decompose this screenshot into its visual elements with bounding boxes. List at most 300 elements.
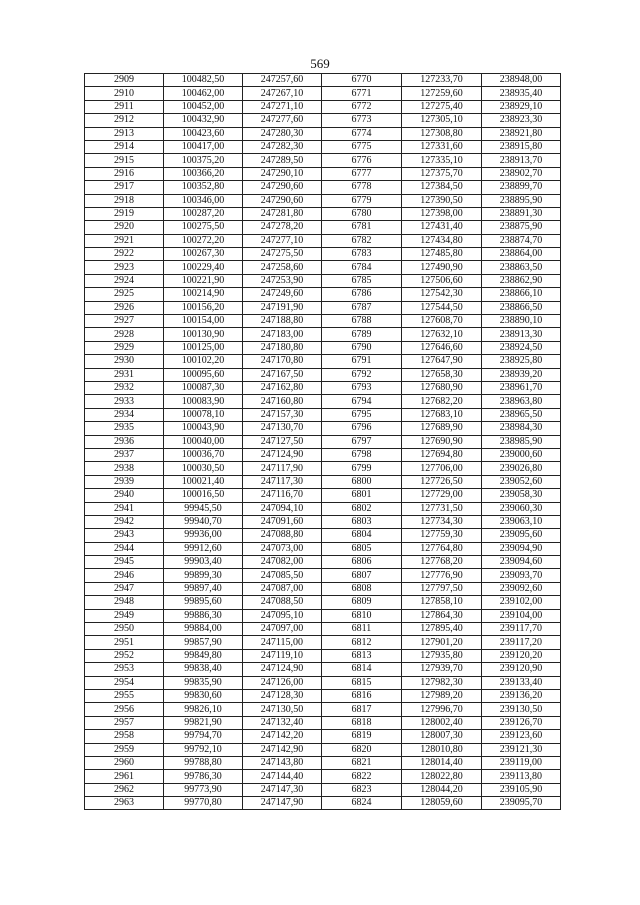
point-number-left: 2947 bbox=[85, 582, 164, 595]
x-coordinate-left: 100102,20 bbox=[164, 355, 243, 368]
point-number-right: 6792 bbox=[322, 368, 402, 381]
table-row bbox=[85, 100, 561, 113]
table-row bbox=[85, 194, 561, 207]
table-row bbox=[85, 770, 561, 783]
point-number-right: 6800 bbox=[322, 475, 402, 488]
y-coordinate-right: 238913,70 bbox=[482, 154, 561, 167]
point-number-left: 2953 bbox=[85, 663, 164, 676]
page-number: 569 bbox=[310, 56, 330, 71]
y-coordinate-left: 247119,10 bbox=[243, 649, 322, 662]
x-coordinate-left: 99773,90 bbox=[164, 783, 243, 796]
table-row bbox=[85, 234, 561, 247]
x-coordinate-right: 127331,60 bbox=[402, 140, 482, 153]
table-row bbox=[85, 609, 561, 622]
point-number-right: 6778 bbox=[322, 181, 402, 194]
table-row bbox=[85, 114, 561, 127]
y-coordinate-left: 247115,00 bbox=[243, 636, 322, 649]
x-coordinate-left: 100214,90 bbox=[164, 288, 243, 301]
x-coordinate-right: 128059,60 bbox=[402, 797, 482, 810]
y-coordinate-left: 247267,10 bbox=[243, 87, 322, 100]
table-row bbox=[85, 716, 561, 729]
table-row bbox=[85, 529, 561, 542]
point-number-left: 2916 bbox=[85, 167, 164, 180]
x-coordinate-left: 100229,40 bbox=[164, 261, 243, 274]
y-coordinate-right: 239102,00 bbox=[482, 596, 561, 609]
point-number-right: 6817 bbox=[322, 703, 402, 716]
table-row bbox=[85, 582, 561, 595]
point-number-right: 6795 bbox=[322, 408, 402, 421]
point-number-left: 2919 bbox=[85, 207, 164, 220]
point-number-left: 2940 bbox=[85, 489, 164, 502]
point-number-left: 2920 bbox=[85, 221, 164, 234]
x-coordinate-left: 100272,20 bbox=[164, 234, 243, 247]
point-number-left: 2942 bbox=[85, 515, 164, 528]
table-row bbox=[85, 341, 561, 354]
point-number-left: 2958 bbox=[85, 730, 164, 743]
point-number-right: 6806 bbox=[322, 556, 402, 569]
point-number-left: 2934 bbox=[85, 408, 164, 421]
table-row bbox=[85, 154, 561, 167]
x-coordinate-left: 100432,90 bbox=[164, 114, 243, 127]
point-number-right: 6775 bbox=[322, 140, 402, 153]
y-coordinate-right: 239060,30 bbox=[482, 502, 561, 515]
x-coordinate-right: 127608,70 bbox=[402, 315, 482, 328]
x-coordinate-right: 127233,70 bbox=[402, 74, 482, 87]
y-coordinate-right: 238965,50 bbox=[482, 408, 561, 421]
y-coordinate-left: 247282,30 bbox=[243, 140, 322, 153]
table-row bbox=[85, 127, 561, 140]
point-number-right: 6789 bbox=[322, 328, 402, 341]
y-coordinate-right: 239123,60 bbox=[482, 730, 561, 743]
y-coordinate-left: 247143,80 bbox=[243, 756, 322, 769]
x-coordinate-left: 100154,00 bbox=[164, 315, 243, 328]
x-coordinate-left: 100462,00 bbox=[164, 87, 243, 100]
table-row bbox=[85, 221, 561, 234]
y-coordinate-left: 247117,90 bbox=[243, 462, 322, 475]
y-coordinate-right: 238929,10 bbox=[482, 100, 561, 113]
table-row bbox=[85, 395, 561, 408]
table-row bbox=[85, 408, 561, 421]
x-coordinate-left: 99897,40 bbox=[164, 582, 243, 595]
point-number-right: 6819 bbox=[322, 730, 402, 743]
point-number-right: 6811 bbox=[322, 623, 402, 636]
table-row bbox=[85, 663, 561, 676]
table-row bbox=[85, 328, 561, 341]
table-row bbox=[85, 368, 561, 381]
y-coordinate-left: 247271,10 bbox=[243, 100, 322, 113]
x-coordinate-right: 127706,00 bbox=[402, 462, 482, 475]
y-coordinate-left: 247132,40 bbox=[243, 716, 322, 729]
point-number-left: 2910 bbox=[85, 87, 164, 100]
point-number-right: 6820 bbox=[322, 743, 402, 756]
y-coordinate-left: 247162,80 bbox=[243, 381, 322, 394]
x-coordinate-left: 100366,20 bbox=[164, 167, 243, 180]
y-coordinate-right: 238890,10 bbox=[482, 315, 561, 328]
y-coordinate-right: 239094,60 bbox=[482, 556, 561, 569]
point-number-left: 2932 bbox=[85, 381, 164, 394]
x-coordinate-left: 100016,50 bbox=[164, 489, 243, 502]
point-number-left: 2955 bbox=[85, 689, 164, 702]
table-row bbox=[85, 315, 561, 328]
y-coordinate-right: 239063,10 bbox=[482, 515, 561, 528]
table-row bbox=[85, 556, 561, 569]
x-coordinate-left: 99786,30 bbox=[164, 770, 243, 783]
x-coordinate-right: 127694,80 bbox=[402, 448, 482, 461]
point-number-right: 6781 bbox=[322, 221, 402, 234]
y-coordinate-right: 239094,90 bbox=[482, 542, 561, 555]
x-coordinate-left: 99835,90 bbox=[164, 676, 243, 689]
x-coordinate-left: 99821,90 bbox=[164, 716, 243, 729]
table-row bbox=[85, 355, 561, 368]
x-coordinate-left: 99886,30 bbox=[164, 609, 243, 622]
point-number-left: 2922 bbox=[85, 248, 164, 261]
y-coordinate-left: 247289,50 bbox=[243, 154, 322, 167]
x-coordinate-left: 100130,90 bbox=[164, 328, 243, 341]
table-row bbox=[85, 542, 561, 555]
x-coordinate-right: 127542,30 bbox=[402, 288, 482, 301]
table-row bbox=[85, 489, 561, 502]
y-coordinate-right: 239119,00 bbox=[482, 756, 561, 769]
point-number-right: 6783 bbox=[322, 248, 402, 261]
x-coordinate-right: 127996,70 bbox=[402, 703, 482, 716]
x-coordinate-left: 99936,00 bbox=[164, 529, 243, 542]
point-number-left: 2951 bbox=[85, 636, 164, 649]
x-coordinate-right: 127305,10 bbox=[402, 114, 482, 127]
point-number-left: 2911 bbox=[85, 100, 164, 113]
point-number-left: 2936 bbox=[85, 435, 164, 448]
point-number-left: 2938 bbox=[85, 462, 164, 475]
y-coordinate-left: 247088,80 bbox=[243, 529, 322, 542]
y-coordinate-left: 247280,30 bbox=[243, 127, 322, 140]
x-coordinate-left: 100078,10 bbox=[164, 408, 243, 421]
y-coordinate-left: 247087,00 bbox=[243, 582, 322, 595]
table-row bbox=[85, 181, 561, 194]
y-coordinate-right: 239120,90 bbox=[482, 663, 561, 676]
x-coordinate-right: 127335,10 bbox=[402, 154, 482, 167]
y-coordinate-right: 238902,70 bbox=[482, 167, 561, 180]
x-coordinate-right: 127490,90 bbox=[402, 261, 482, 274]
point-number-left: 2912 bbox=[85, 114, 164, 127]
y-coordinate-right: 239095,70 bbox=[482, 797, 561, 810]
table-row bbox=[85, 462, 561, 475]
table-row bbox=[85, 140, 561, 153]
point-number-left: 2930 bbox=[85, 355, 164, 368]
x-coordinate-right: 127729,00 bbox=[402, 489, 482, 502]
point-number-left: 2946 bbox=[85, 569, 164, 582]
table-row bbox=[85, 689, 561, 702]
table-row bbox=[85, 274, 561, 287]
x-coordinate-right: 128010,80 bbox=[402, 743, 482, 756]
y-coordinate-right: 239136,20 bbox=[482, 689, 561, 702]
point-number-right: 6824 bbox=[322, 797, 402, 810]
table-row bbox=[85, 783, 561, 796]
point-number-right: 6815 bbox=[322, 676, 402, 689]
x-coordinate-left: 99849,80 bbox=[164, 649, 243, 662]
point-number-left: 2917 bbox=[85, 181, 164, 194]
point-number-right: 6803 bbox=[322, 515, 402, 528]
x-coordinate-right: 127375,70 bbox=[402, 167, 482, 180]
y-coordinate-right: 239121,30 bbox=[482, 743, 561, 756]
y-coordinate-right: 238891,30 bbox=[482, 207, 561, 220]
y-coordinate-left: 247124,90 bbox=[243, 448, 322, 461]
y-coordinate-left: 247147,30 bbox=[243, 783, 322, 796]
y-coordinate-left: 247091,60 bbox=[243, 515, 322, 528]
x-coordinate-right: 127731,50 bbox=[402, 502, 482, 515]
y-coordinate-right: 239104,00 bbox=[482, 609, 561, 622]
x-coordinate-left: 99899,30 bbox=[164, 569, 243, 582]
y-coordinate-right: 239130,50 bbox=[482, 703, 561, 716]
y-coordinate-left: 247257,60 bbox=[243, 74, 322, 87]
x-coordinate-left: 100125,00 bbox=[164, 341, 243, 354]
x-coordinate-left: 100482,50 bbox=[164, 74, 243, 87]
y-coordinate-right: 238924,50 bbox=[482, 341, 561, 354]
y-coordinate-right: 238864,00 bbox=[482, 248, 561, 261]
point-number-left: 2950 bbox=[85, 623, 164, 636]
point-number-left: 2956 bbox=[85, 703, 164, 716]
x-coordinate-right: 127647,90 bbox=[402, 355, 482, 368]
point-number-left: 2960 bbox=[85, 756, 164, 769]
point-number-left: 2948 bbox=[85, 596, 164, 609]
y-coordinate-right: 238963,80 bbox=[482, 395, 561, 408]
point-number-left: 2913 bbox=[85, 127, 164, 140]
table-row bbox=[85, 797, 561, 810]
x-coordinate-right: 127864,30 bbox=[402, 609, 482, 622]
x-coordinate-left: 100030,50 bbox=[164, 462, 243, 475]
y-coordinate-left: 247188,80 bbox=[243, 315, 322, 328]
point-number-right: 6786 bbox=[322, 288, 402, 301]
point-number-right: 6779 bbox=[322, 194, 402, 207]
table-row bbox=[85, 636, 561, 649]
y-coordinate-left: 247124,90 bbox=[243, 663, 322, 676]
x-coordinate-left: 100375,20 bbox=[164, 154, 243, 167]
y-coordinate-left: 247127,50 bbox=[243, 435, 322, 448]
y-coordinate-right: 239026,80 bbox=[482, 462, 561, 475]
x-coordinate-right: 127434,80 bbox=[402, 234, 482, 247]
x-coordinate-right: 127901,20 bbox=[402, 636, 482, 649]
y-coordinate-left: 247085,50 bbox=[243, 569, 322, 582]
x-coordinate-left: 100452,00 bbox=[164, 100, 243, 113]
coordinates-table bbox=[84, 73, 561, 810]
point-number-right: 6771 bbox=[322, 87, 402, 100]
x-coordinate-left: 100095,60 bbox=[164, 368, 243, 381]
point-number-right: 6780 bbox=[322, 207, 402, 220]
x-coordinate-left: 100087,30 bbox=[164, 381, 243, 394]
table-row bbox=[85, 569, 561, 582]
x-coordinate-left: 100043,90 bbox=[164, 422, 243, 435]
point-number-left: 2925 bbox=[85, 288, 164, 301]
y-coordinate-left: 247253,90 bbox=[243, 274, 322, 287]
x-coordinate-left: 99826,10 bbox=[164, 703, 243, 716]
y-coordinate-left: 247183,00 bbox=[243, 328, 322, 341]
y-coordinate-left: 247130,50 bbox=[243, 703, 322, 716]
y-coordinate-right: 238875,90 bbox=[482, 221, 561, 234]
point-number-right: 6802 bbox=[322, 502, 402, 515]
y-coordinate-right: 238863,50 bbox=[482, 261, 561, 274]
y-coordinate-left: 247191,90 bbox=[243, 301, 322, 314]
y-coordinate-right: 239133,40 bbox=[482, 676, 561, 689]
y-coordinate-left: 247097,00 bbox=[243, 623, 322, 636]
x-coordinate-right: 127939,70 bbox=[402, 663, 482, 676]
x-coordinate-left: 99912,60 bbox=[164, 542, 243, 555]
y-coordinate-left: 247290,10 bbox=[243, 167, 322, 180]
y-coordinate-left: 247258,60 bbox=[243, 261, 322, 274]
x-coordinate-right: 127982,30 bbox=[402, 676, 482, 689]
x-coordinate-right: 127384,50 bbox=[402, 181, 482, 194]
x-coordinate-left: 100267,30 bbox=[164, 248, 243, 261]
y-coordinate-right: 239058,30 bbox=[482, 489, 561, 502]
y-coordinate-right: 238862,90 bbox=[482, 274, 561, 287]
table-row bbox=[85, 515, 561, 528]
x-coordinate-left: 99830,60 bbox=[164, 689, 243, 702]
table-row bbox=[85, 435, 561, 448]
point-number-right: 6791 bbox=[322, 355, 402, 368]
x-coordinate-left: 100221,90 bbox=[164, 274, 243, 287]
y-coordinate-left: 247277,60 bbox=[243, 114, 322, 127]
point-number-left: 2963 bbox=[85, 797, 164, 810]
point-number-right: 6790 bbox=[322, 341, 402, 354]
point-number-right: 6774 bbox=[322, 127, 402, 140]
y-coordinate-right: 239120,20 bbox=[482, 649, 561, 662]
x-coordinate-right: 127734,30 bbox=[402, 515, 482, 528]
x-coordinate-right: 127682,20 bbox=[402, 395, 482, 408]
point-number-left: 2923 bbox=[85, 261, 164, 274]
x-coordinate-right: 128002,40 bbox=[402, 716, 482, 729]
y-coordinate-left: 247157,30 bbox=[243, 408, 322, 421]
point-number-left: 2915 bbox=[85, 154, 164, 167]
y-coordinate-left: 247147,90 bbox=[243, 797, 322, 810]
point-number-left: 2909 bbox=[85, 74, 164, 87]
x-coordinate-left: 100417,00 bbox=[164, 140, 243, 153]
y-coordinate-left: 247281,80 bbox=[243, 207, 322, 220]
y-coordinate-left: 247128,30 bbox=[243, 689, 322, 702]
point-number-left: 2943 bbox=[85, 529, 164, 542]
table-row bbox=[85, 502, 561, 515]
point-number-left: 2954 bbox=[85, 676, 164, 689]
table-row bbox=[85, 261, 561, 274]
point-number-left: 2914 bbox=[85, 140, 164, 153]
point-number-right: 6770 bbox=[322, 74, 402, 87]
y-coordinate-left: 247088,50 bbox=[243, 596, 322, 609]
y-coordinate-left: 247094,10 bbox=[243, 502, 322, 515]
table-row bbox=[85, 167, 561, 180]
y-coordinate-left: 247082,00 bbox=[243, 556, 322, 569]
point-number-right: 6784 bbox=[322, 261, 402, 274]
x-coordinate-left: 100352,80 bbox=[164, 181, 243, 194]
y-coordinate-left: 247170,80 bbox=[243, 355, 322, 368]
y-coordinate-left: 247290,60 bbox=[243, 194, 322, 207]
y-coordinate-right: 239113,80 bbox=[482, 770, 561, 783]
point-number-right: 6809 bbox=[322, 596, 402, 609]
table-row bbox=[85, 301, 561, 314]
y-coordinate-right: 238866,50 bbox=[482, 301, 561, 314]
y-coordinate-right: 238985,90 bbox=[482, 435, 561, 448]
point-number-left: 2931 bbox=[85, 368, 164, 381]
table-row bbox=[85, 381, 561, 394]
x-coordinate-left: 99884,00 bbox=[164, 623, 243, 636]
table-row bbox=[85, 74, 561, 87]
x-coordinate-right: 128022,80 bbox=[402, 770, 482, 783]
table-row bbox=[85, 730, 561, 743]
table-row bbox=[85, 207, 561, 220]
y-coordinate-right: 239105,90 bbox=[482, 783, 561, 796]
y-coordinate-right: 238935,40 bbox=[482, 87, 561, 100]
x-coordinate-left: 100040,00 bbox=[164, 435, 243, 448]
point-number-left: 2941 bbox=[85, 502, 164, 515]
y-coordinate-left: 247116,70 bbox=[243, 489, 322, 502]
y-coordinate-right: 238915,80 bbox=[482, 140, 561, 153]
point-number-left: 2928 bbox=[85, 328, 164, 341]
y-coordinate-left: 247160,80 bbox=[243, 395, 322, 408]
x-coordinate-left: 99857,90 bbox=[164, 636, 243, 649]
x-coordinate-right: 127390,50 bbox=[402, 194, 482, 207]
point-number-right: 6812 bbox=[322, 636, 402, 649]
y-coordinate-left: 247277,10 bbox=[243, 234, 322, 247]
x-coordinate-right: 127690,90 bbox=[402, 435, 482, 448]
x-coordinate-left: 99903,40 bbox=[164, 556, 243, 569]
x-coordinate-right: 127680,90 bbox=[402, 381, 482, 394]
x-coordinate-left: 99838,40 bbox=[164, 663, 243, 676]
point-number-left: 2924 bbox=[85, 274, 164, 287]
table-row bbox=[85, 248, 561, 261]
x-coordinate-right: 127797,50 bbox=[402, 582, 482, 595]
point-number-right: 6818 bbox=[322, 716, 402, 729]
table-row bbox=[85, 676, 561, 689]
point-number-right: 6794 bbox=[322, 395, 402, 408]
x-coordinate-right: 127759,30 bbox=[402, 529, 482, 542]
y-coordinate-left: 247144,40 bbox=[243, 770, 322, 783]
point-number-left: 2944 bbox=[85, 542, 164, 555]
y-coordinate-left: 247167,50 bbox=[243, 368, 322, 381]
point-number-left: 2957 bbox=[85, 716, 164, 729]
point-number-right: 6807 bbox=[322, 569, 402, 582]
x-coordinate-right: 127989,20 bbox=[402, 689, 482, 702]
y-coordinate-left: 247073,00 bbox=[243, 542, 322, 555]
point-number-right: 6801 bbox=[322, 489, 402, 502]
x-coordinate-right: 127308,80 bbox=[402, 127, 482, 140]
x-coordinate-right: 127689,90 bbox=[402, 422, 482, 435]
x-coordinate-right: 127935,80 bbox=[402, 649, 482, 662]
point-number-left: 2918 bbox=[85, 194, 164, 207]
x-coordinate-right: 127683,10 bbox=[402, 408, 482, 421]
x-coordinate-right: 128044,20 bbox=[402, 783, 482, 796]
y-coordinate-left: 247126,00 bbox=[243, 676, 322, 689]
point-number-left: 2962 bbox=[85, 783, 164, 796]
y-coordinate-left: 247095,10 bbox=[243, 609, 322, 622]
table-row bbox=[85, 596, 561, 609]
y-coordinate-right: 239117,70 bbox=[482, 623, 561, 636]
point-number-right: 6821 bbox=[322, 756, 402, 769]
y-coordinate-right: 238895,90 bbox=[482, 194, 561, 207]
y-coordinate-left: 247142,90 bbox=[243, 743, 322, 756]
y-coordinate-right: 238961,70 bbox=[482, 381, 561, 394]
y-coordinate-left: 247180,80 bbox=[243, 341, 322, 354]
y-coordinate-right: 239092,60 bbox=[482, 582, 561, 595]
y-coordinate-left: 247130,70 bbox=[243, 422, 322, 435]
y-coordinate-right: 238866,10 bbox=[482, 288, 561, 301]
x-coordinate-left: 99794,70 bbox=[164, 730, 243, 743]
x-coordinate-right: 127275,40 bbox=[402, 100, 482, 113]
y-coordinate-left: 247278,20 bbox=[243, 221, 322, 234]
table-row bbox=[85, 448, 561, 461]
x-coordinate-right: 127895,40 bbox=[402, 623, 482, 636]
x-coordinate-right: 127544,50 bbox=[402, 301, 482, 314]
x-coordinate-left: 100287,20 bbox=[164, 207, 243, 220]
x-coordinate-right: 127506,60 bbox=[402, 274, 482, 287]
y-coordinate-right: 238925,80 bbox=[482, 355, 561, 368]
x-coordinate-right: 127726,50 bbox=[402, 475, 482, 488]
table-row bbox=[85, 703, 561, 716]
y-coordinate-right: 239095,60 bbox=[482, 529, 561, 542]
